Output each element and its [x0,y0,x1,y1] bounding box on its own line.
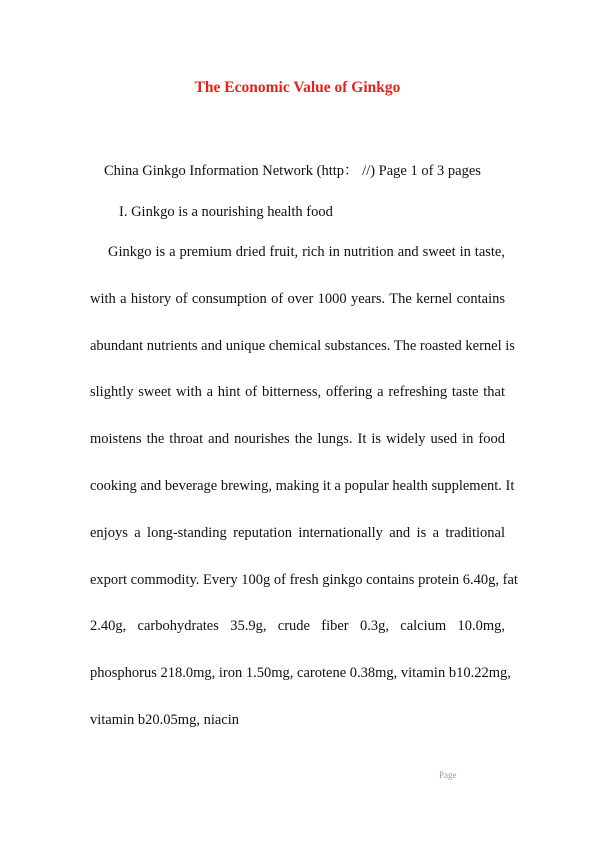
body-line: slightly sweet with a hint of bitterness, offering a refreshing taste that [90,384,505,401]
document-title: The Economic Value of Ginkgo [194,79,401,96]
body-line: abundant nutrients and unique chemical substances. The roasted kernel is [90,337,515,354]
body-line: Ginkgo is a premium dried fruit, rich in nutrition and sweet in taste, [108,244,505,260]
body-line: 2.40g, carbohydrates 35.9g, crude fiber 0.3g, calcium 10.0mg, [90,618,505,635]
body-paragraph [90,241,518,756]
body-line: cooking and beverage brewing, making it a popular health supplement. It [90,477,515,494]
body-line: phosphorus 218.0mg, iron 1.50mg, carotene 0.38mg, vitamin b10.22mg, [90,665,511,682]
body-line: with a history of consumption of over 1000 years. The kernel contains [90,290,505,307]
body-line: enjoys a long-standing reputation internationally and is a traditional [90,524,505,541]
section-heading: I. Ginkgo is a nourishing health food [119,204,333,220]
body-line: moistens the throat and nourishes the lungs. It is widely used in food [90,431,505,448]
page-footer: Page [439,770,457,780]
source-line: China Ginkgo Information Network (http： //) Page 1 of 3 pages [104,163,481,179]
body-line: export commodity. Every 100g of fresh ginkgo contains protein 6.40g, fat [90,571,518,588]
body-line: vitamin b20.05mg, niacin [90,711,240,728]
